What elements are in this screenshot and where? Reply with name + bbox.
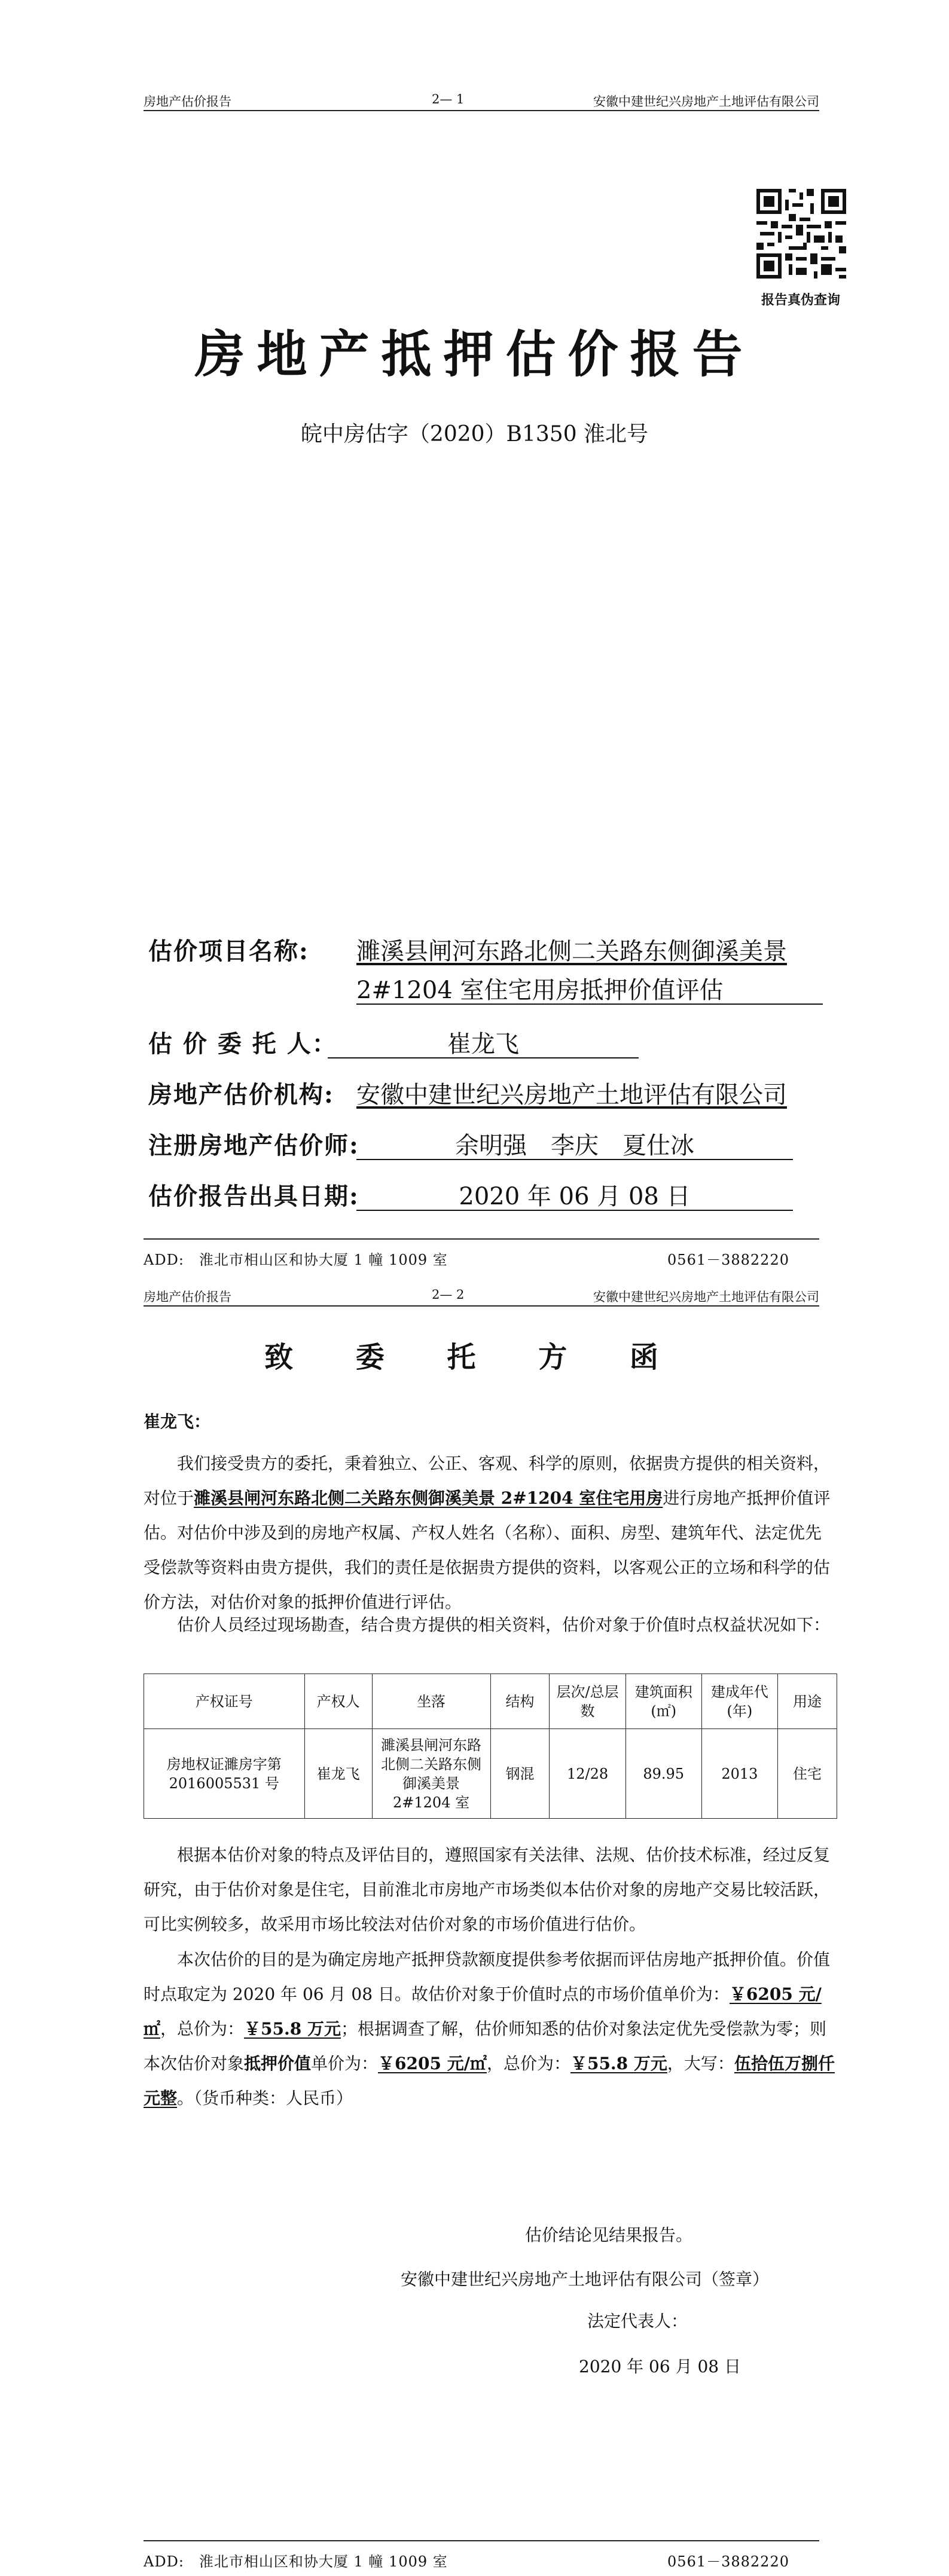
paragraph-4-text-g: ，大写： (667, 2054, 734, 2073)
table-header: 结构 (490, 1674, 550, 1729)
page-footer (144, 2540, 819, 2576)
table-cell: 2013 (701, 1729, 777, 1819)
table-cell: 钢混 (490, 1729, 550, 1819)
paragraph-1 (144, 1446, 837, 1620)
page-footer (144, 1238, 819, 1274)
table-header-row (144, 1674, 837, 1729)
client-label: 估 价 委 托 人： (148, 1030, 337, 1058)
report-number: 皖中房估字（2020）B1350 淮北号 (300, 422, 649, 446)
paragraph-4-text-f: ，总价为： (486, 2054, 570, 2073)
report-date-value: 2020 年 06 月 08 日 (356, 1177, 793, 1211)
mortgage-value-label: 抵押价值 (244, 2054, 312, 2073)
table-cell: 89.95 (625, 1729, 701, 1819)
mortgage-unit-price: ￥6205 元/㎡ (378, 2054, 487, 2073)
report-cover-page (0, 0, 949, 1273)
market-total-price: ￥55.8 万元 (244, 2019, 341, 2039)
salutation: 崔龙飞： (144, 1412, 211, 1431)
paragraph-4 (144, 1942, 837, 2116)
paragraph-3: 根据本估价对象的特点及评估目的，遵照国家有关法律、法规、估价技术标准，经过反复研究，由于估价对象是住宅，目前淮北市房地产市场类似本估价对象的房地产交易比较活跃，可比实例较多，故采用市场比较法对估价对象的市场价值进行估价。 (144, 1845, 831, 1934)
header-left: 房地产估价报告 (144, 1290, 231, 1304)
footer-phone: 0561－3882220 (667, 2553, 789, 2570)
table-header: 层次/总层数 (550, 1674, 625, 1729)
paragraph-4-text-e: 单价为： (311, 2054, 379, 2073)
page-header (144, 1279, 819, 1307)
header-company: 安徽中建世纪兴房地产土地评估有限公司 (593, 1290, 819, 1304)
table-header: 产权人 (304, 1674, 372, 1729)
signing-company: 安徽中建世纪兴房地产土地评估有限公司（签章） (401, 2269, 770, 2289)
header-page-number: 2— 2 (432, 1287, 465, 1302)
header-page-number: 2— 1 (432, 92, 465, 106)
agency-label: 房地产估价机构: (148, 1081, 334, 1109)
mortgage-amount-words: 伍拾伍万捌仟元整 (144, 2054, 835, 2108)
conclusion-note: 估价结论见结果报告。 (525, 2225, 693, 2245)
agency-row (148, 1076, 836, 1110)
property-address: 濉溪县闸河东路北侧二关路东侧御溪美景 2#1204 室住宅用房 (194, 1488, 663, 1508)
agency-value: 安徽中建世纪兴房地产土地评估有限公司 (356, 1081, 787, 1109)
page-header (144, 84, 819, 111)
footer-address: ADD: 淮北市相山区和协大厦 1 幢 1009 室 (144, 1252, 448, 1268)
paragraph-4-text-c: ；根据调查了解，估价师知悉的估价对象法定优先受偿款为零；则本次估价对象 (144, 2019, 826, 2073)
table-header: 建筑面积(㎡) (625, 1674, 701, 1729)
footer-phone: 0561－3882220 (667, 1252, 789, 1268)
paragraph-4-text-b: ，总价为： (160, 2019, 245, 2039)
report-date-row (148, 1177, 836, 1212)
report-title: 房地产抵押估价报告 (194, 325, 755, 384)
qr-code-icon (756, 189, 846, 279)
table-cell: 12/28 (550, 1729, 625, 1819)
table-header: 用途 (778, 1674, 837, 1729)
table-header: 坐落 (372, 1674, 490, 1729)
table-row (144, 1729, 837, 1819)
paragraph-4-text-a: 本次估价的目的是为确定房地产抵押贷款额度提供参考依据而评估房地产抵押价值。价值时点取定为 2020 年 06 月 08 日。故估价对象于价值时点的市场价值单价为： (144, 1950, 831, 2004)
legal-representative: 法定代表人： (587, 2311, 688, 2331)
project-name-row (148, 932, 836, 967)
appraiser-label: 注册房地产估价师: (148, 1131, 359, 1159)
paragraph-4-text-h: 。（货币种类：人民币） (177, 2088, 353, 2108)
table-header: 产权证号 (144, 1674, 305, 1729)
project-name-row-2 (148, 971, 836, 1006)
table-cell: 濉溪县闸河东路北侧二关路东侧御溪美景 2#1204 室 (372, 1729, 490, 1819)
table-cell: 房地权证濉房字第 2016005531 号 (144, 1729, 305, 1819)
project-name-line1: 濉溪县闸河东路北侧二关路东侧御溪美景 (356, 938, 787, 965)
project-name-line2: 2#1204 室住宅用房抵押价值评估 (356, 971, 823, 1005)
property-info-table (144, 1674, 837, 1819)
signature-date: 2020 年 06 月 08 日 (579, 2357, 741, 2376)
paragraph-1-text-b: 进行房地产抵押价值评估。对估价中涉及到的房地产权属、产权人姓名（名称）、面积、房型、建筑年代、法定优先受偿款等资料由贵方提供，我们的责任是依据贵方提供的资料，以客观公正的立场和科学的估价方法，对估价对象的抵押价值进行评估。 (144, 1488, 831, 1612)
header-company: 安徽中建世纪兴房地产土地评估有限公司 (593, 94, 819, 109)
report-date-label: 估价报告出具日期: (148, 1182, 359, 1210)
client-row (148, 1025, 836, 1060)
paragraph-2: 估价人员经过现场勘查，结合贵方提供的相关资料，估价对象于价值时点权益状况如下： (177, 1615, 831, 1635)
client-value: 崔龙飞 (328, 1025, 639, 1058)
project-name-label: 估价项目名称: (148, 937, 309, 965)
table-cell: 崔龙飞 (304, 1729, 372, 1819)
market-unit-price: ￥6205 元/㎡ (144, 1984, 822, 2039)
footer-address: ADD: 淮北市相山区和协大厦 1 幢 1009 室 (144, 2553, 448, 2570)
letter-title: 致 委 托 方 函 (264, 1341, 685, 1374)
table-header: 建成年代(年) (701, 1674, 777, 1729)
paragraph-1-text-a: 我们接受贵方的委托，秉着独立、公正、客观、科学的原则，依据贵方提供的相关资料，对位于 (144, 1454, 831, 1508)
appraiser-value: 余明强 李庆 夏仕冰 (356, 1127, 793, 1160)
appraiser-row (148, 1127, 836, 1161)
mortgage-total-price: ￥55.8 万元 (570, 2054, 667, 2073)
header-left: 房地产估价报告 (144, 94, 231, 109)
qr-code-label: 报告真伪查询 (761, 292, 840, 308)
table-cell: 住宅 (778, 1729, 837, 1819)
